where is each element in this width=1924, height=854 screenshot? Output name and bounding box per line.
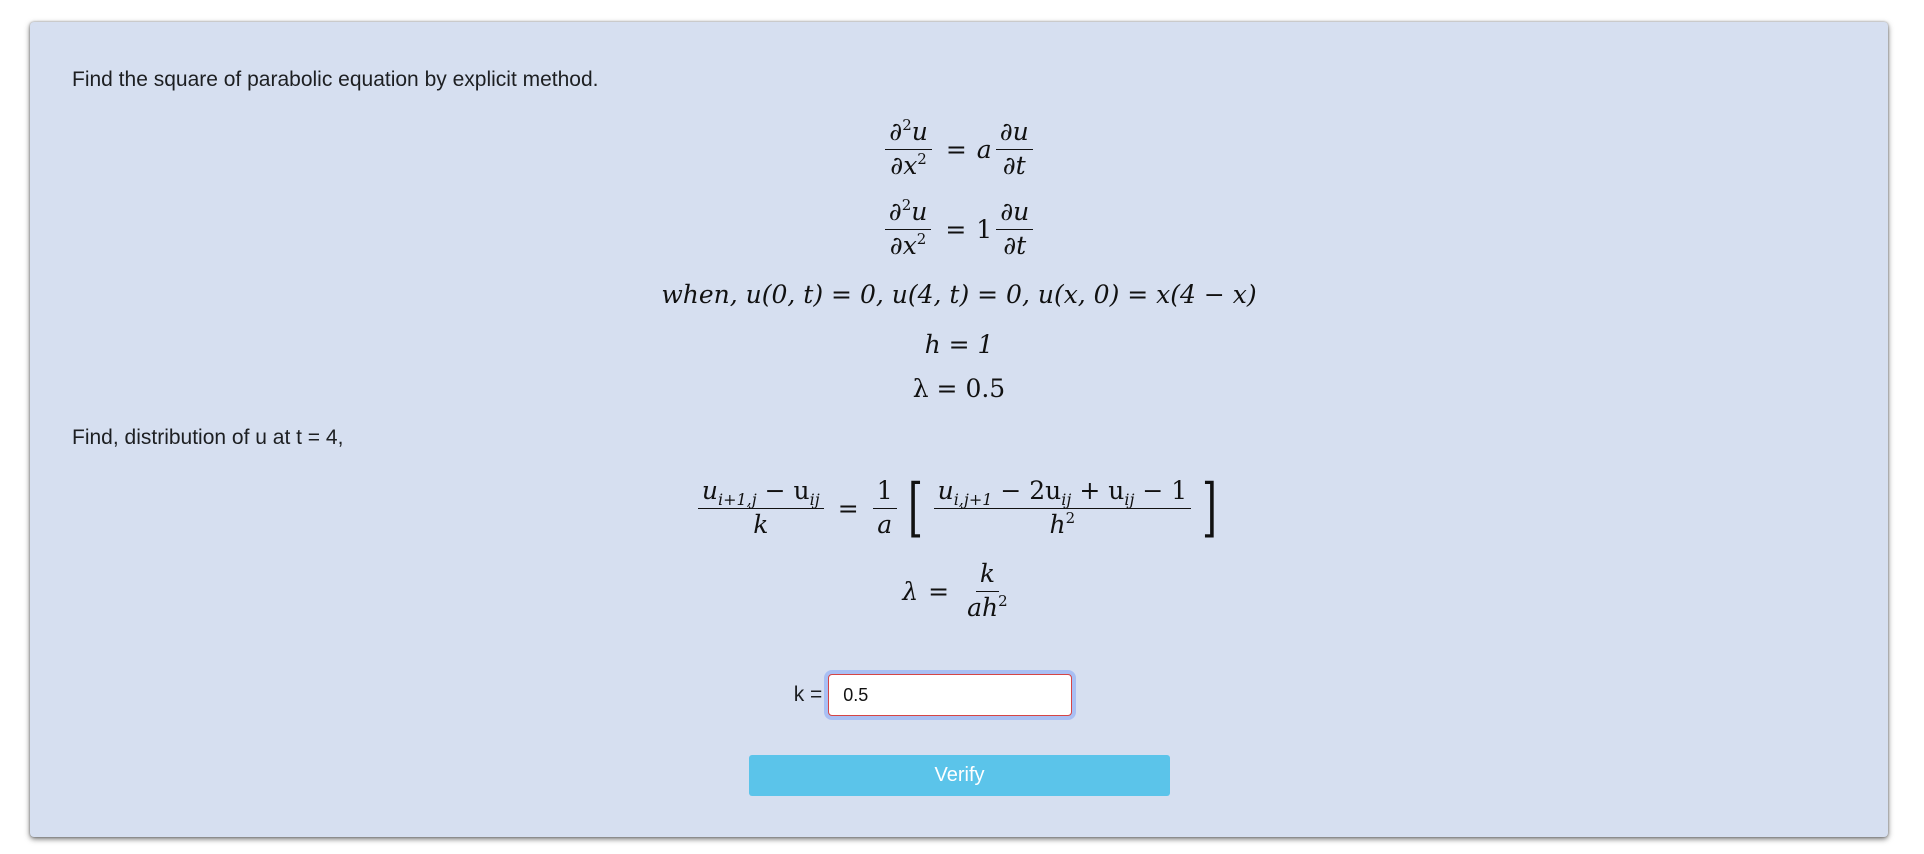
h-value: h = 1 (924, 330, 994, 359)
lhs-fraction: $\frac{\partial^2u}{\partial x^2}$ (885, 198, 932, 261)
question-card (30, 22, 1888, 837)
equation-pde-general: $\frac{\partial^2u}{\partial x^2}$ = a $\frac{\partial u}{\partial t}$ (30, 118, 1888, 181)
lambda-definition: λ = $\frac{k}{ah^2}$ (30, 560, 1888, 623)
rhs-fraction: $\frac{\partial u}{\partial t}$ (996, 118, 1033, 181)
k-label: k = (793, 683, 823, 706)
lambda-fraction: $\frac{k}{ah^2}$ (967, 559, 1008, 622)
lambda-value: λ = 0.5 (912, 374, 1006, 403)
question-title: Find the square of parabolic equation by explicit method. (72, 68, 599, 91)
scheme-coef-fraction: $\frac{1}{a}$ (873, 477, 897, 540)
answer-row (30, 674, 1888, 716)
lhs-fraction: $\frac{\partial^2u}{\partial x^2}$ (885, 118, 932, 181)
verify-button[interactable]: Verify (749, 755, 1170, 796)
question-subtitle: Find, distribution of u at t = 4, (72, 426, 344, 449)
k-input[interactable] (828, 674, 1072, 716)
boundary-conditions: when, u(0, t) = 0, u(4, t) = 0, u(x, 0) = x(4 − x) (661, 280, 1257, 309)
scheme-rhs-fraction: $\frac{u_{i,j+1} - 2u_{ij} + u_{ij} - 1}{h^2}$ (934, 477, 1192, 540)
scheme-lhs-fraction: $\frac{u_{i+1,j} - u_{ij}}{k}$ (698, 477, 824, 540)
explicit-scheme-equation: $\frac{u_{i+1,j} - u_{ij}}{k}$ = $\frac{1}{a}$ [ $\frac{u_{i,j+1} - 2u_{ij} + u_{ij} - 1}{h^2}$ ] (30, 476, 1888, 540)
equation-pde-specific: $\frac{\partial^2u}{\partial x^2}$ = 1 $\frac{\partial u}{\partial t}$ (30, 198, 1888, 261)
rhs-fraction: $\frac{\partial u}{\partial t}$ (996, 198, 1033, 261)
